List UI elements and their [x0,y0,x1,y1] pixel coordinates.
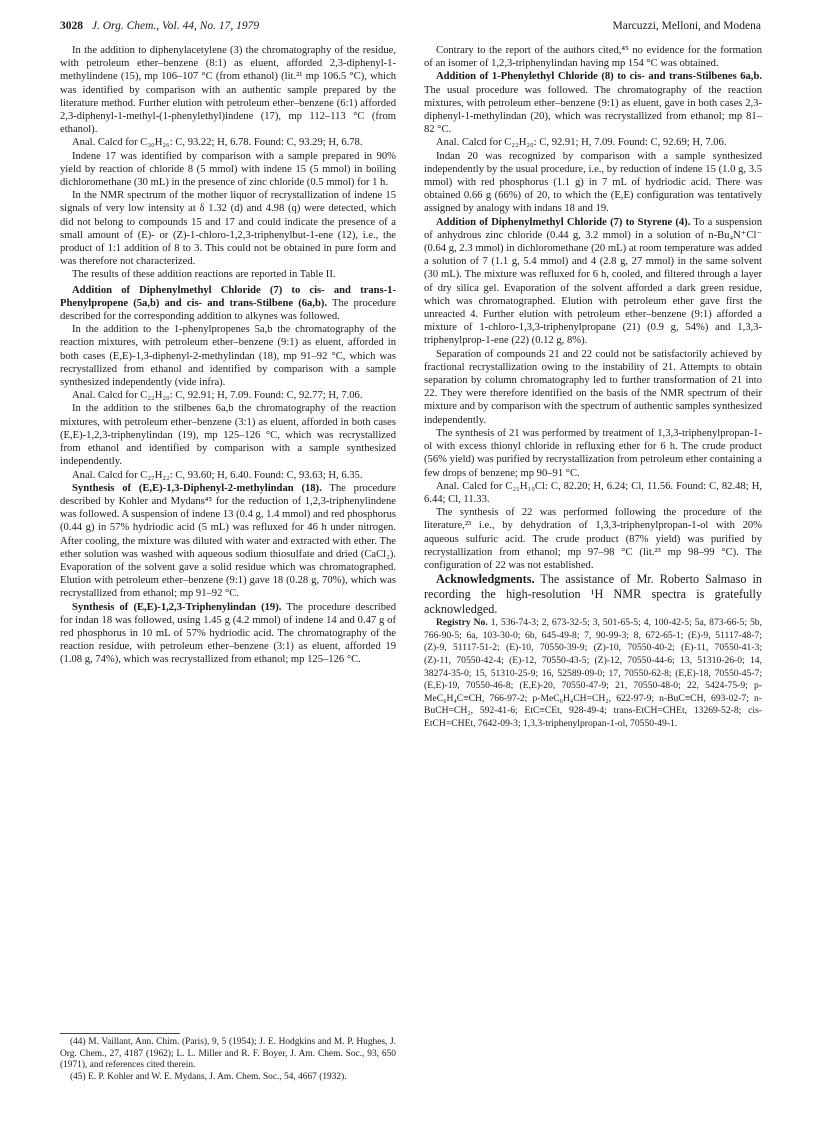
acknowledgments [424,572,762,617]
header-left [60,20,259,32]
section-text: The usual procedure was followed. The chromatography of the reaction mixtures, with petroleum ether–benzene (9:1) as eluent, gave in both cases 2,3-diphenyl-1-methylindan (20), which was recrystallized from ethanol; mp 81–82 °C. [424,84,762,136]
header-authors: Marcuzzi, Melloni, and Modena [612,20,761,32]
section-heading: Addition of Diphenylmethyl Chloride (7) to Styrene (4). [436,216,691,228]
section-heading: Addition of 1-Phenylethyl Chloride (8) to cis- and trans-Stilbenes 6a,b. [436,71,762,83]
section-text: The procedure described by Kohler and Mydans⁴⁵ for the reduction of 1,2,3-triphenylindene was followed. A suspension of indene 13 (0.4 g, 1.4 mmol) and red phosphorus (0.44 g) in 57% hydriodic acid (5 mL) was refluxed for 46 h under nitrogen. After cooling, the mixture was diluted with water and extracted with ether. The ether solution was washed with aqueous sodium thiosulfate and dried (CaCl₂). Evaporation of the solvent gave a solid residue which was chromatographed. Elution with petroleum ether–benzene (9:1) gave 18 (0.28 g, 70%), which was recrystallized from ethanol; mp 91–92 °C. [60,482,396,600]
footnote-rule [60,1033,180,1034]
registry-numbers [424,617,762,730]
section-text: To a suspension of anhydrous zinc chloride (0.44 g, 3.2 mmol) in a solution of n-Bu₄N⁺Cl⁻ (0.64 g, 2.3 mmol) in dichloromethane (20 mL) at room temperature was added a solution of 7 (1.1 g, 5.4 mmol) and 4 (2.8 g, 27 mmol) in the same solvent (30 mL). The mixture was refluxed for 6 h, cooled, and filtered through a layer of dry silica gel. Evaporation of the solvent afforded a dark green residue, which was chromatographed. Elution with petroleum ether gave first the unreacted 4. Further elution with petroleum ether–benzene (9:1) afforded a mixture of 1-chloro-1,3,3-triphenylpropane (21) (0.9 g, 54%) and 1,3,3-triphenylprop-1-ene (22) (0.12 g, 8%). [424,216,762,347]
paragraph: In the NMR spectrum of the mother liquor of recrystallization of indene 15 signals of very low intensity at δ 1.32 (d) and 4.98 (q) were detected, which did not belong to compounds 15 and 17 and could indicate the presence of a small amount of (E)- or (Z)-1-chloro-1,2,3-triphenylbut-1-ene (12), i.e., the product of 1:1 addition of 8 to 3. This could not be obtained in pure form and was therefore not characterized. [60,190,396,268]
section-paragraph [60,284,396,324]
section-text: The procedure described for indan 18 was followed, using 1.45 g (4.2 mmol) of indene 14 and 0.47 g of red phosphorus in 10 mL of 57% hydriodic acid. The chromatography of the reaction residue, with petroleum ether–benzene (3:1) as eluent, afforded 19 (1.08 g, 74%), which was recrystallized from ethanol; mp 125–126 °C. [60,601,396,666]
paragraph: The synthesis of 21 was performed by treatment of 1,3,3-triphenylpropan-1-ol with excess thionyl chloride in refluxing ether for 6 h. The crude product (56% yield) was purified by recrystallization from petroleum ether containing a few drops of benzene; mp 90–91 °C. [424,427,762,479]
section-paragraph [60,601,396,667]
analysis-paragraph: Anal. Calcd for C₂₂H₂₀: C, 92.91; H, 7.09. Found: C, 92.77; H, 7.06. [72,390,363,402]
paragraph: Indene 17 was identified by comparison with a sample prepared in 90% yield by reaction of chloride 8 (5 mmol) with indene 15 (5 mmol) in boiling dichloromethane (30 mL) in the presence of zinc chloride (0.5 mmol) for 1 h. [60,150,396,189]
paragraph: Separation of compounds 21 and 22 could not be satisfactorily achieved by fractional recrystallization owing to the instability of 21. Attempts to obtain separation by column chromatography led to further transformation of 21 into 22. They were therefore identified on the basis of the NMR spectrum of their mixture and by comparison with the spectrum of authentic samples synthesized independently. [424,348,762,426]
section-text: The procedure described for the corresponding addition to alkynes was followed. [60,297,396,323]
footnote: (45) E. P. Kohler and W. E. Mydans, J. Am. Chem. Soc., 54, 4667 (1932). [70,1071,347,1082]
paragraph: The results of these addition reactions are reported in Table II. [72,269,336,281]
paragraph: The synthesis of 22 was performed following the procedure of the literature,²³ i.e., by dehydration of 1,3,3-triphenylpropan-1-ol with 20% aqueous sulfuric acid. The crude product (87% yield) was purified by recrystallization from ethanol; mp 97–98 °C (lit.²³ mp 98–99 °C). The configuration of 22 was not established. [424,507,762,571]
paragraph: Contrary to the report of the authors cited,⁴⁵ no evidence for the formation of an isomer of 1,2,3-triphenylindan having mp 154 °C was obtained. [424,45,762,70]
acknowledgments-heading: Acknowledgments. [436,572,535,587]
footnotes [60,1033,396,1083]
journal-citation: J. Org. Chem., Vol. 44, No. 17, 1979 [91,20,260,32]
paragraph: Indan 20 was recognized by comparison with a sample synthesized independently by the usual procedure, i.e., by reduction of indene 15 (1.0 g, 3.5 mmol) with red phosphorus (1.1 g) in 7 mL of hydriodic acid. There was obtained 0.66 g (66%) of 20, to which the (E,E) configuration was tentatively assigned by analogy with indans 18 and 19. [424,150,762,215]
registry-heading: Registry No. [436,617,488,629]
left-column [60,44,396,667]
registry-text: 1, 536-74-3; 2, 673-32-5; 3, 501-65-5; 4, 100-42-5; 5a, 873-66-5; 5b, 766-90-5; 6a, 103-30-0; 6b, 645-49-8; 7, 90-99-3; 8, 672-65-1; (E)-9, 51117-48-7; (Z)-9, 51117-51-2; (E)-10, 70550-39-9; (Z)-10, 70550-40-2; (E)-11, 70550-41-3; (Z)-11, 70550-42-4; (E)-12, 70550-43-5; (Z)-12, 70550-44-6; 13, 51310-26-0; 14, 38274-35-0; 15, 51310-25-9; 16, 52589-09-0; 17, 70550-62-8; (E,E)-18, 70550-45-7; (E,E)-19, 70550-46-8; (E,E)-20, 70550-47-9; 21, 70550-48-0; 22, 5424-75-9; p-MeC₆H₄C≡CH, 766-97-2; p-MeC₆H₄CH=CH₂, 622-97-9; n-BuC≡CH, 693-02-7; n-BuCH=CH₂, 592-41-6; EtC≡CEt, 928-49-4; trans-EtCH=CHEt, 13269-52-8; cis-EtCH=CHEt, 7642-09-3; 1,3,3-triphenylpropan-1-ol, 70550-49-1. [424,617,763,729]
section-heading: Addition of Diphenylmethyl Chloride (7) to cis- and trans-1-Phenylpropene (5a,b) and cis- and trans-Stilbene (6a,b). [60,284,396,309]
section-heading: Synthesis of (E,E)-1,2,3-Triphenylindan (19). [72,601,282,613]
right-column [424,44,762,730]
paragraph: In the addition to the stilbenes 6a,b the chromatography of the reaction mixtures, with petroleum ether–benzene (3:1) as eluent, afforded in both cases (E,E)-1,2,3-triphenylindan (19), mp 125–126 °C, which was recrystallized from ethanol and identified by comparison with a sample synthesized independently. [60,403,396,468]
running-header [60,20,761,36]
analysis-paragraph: Anal. Calcd for C₂₁H₁₉Cl: C, 82.20; H, 6.24; Cl, 11.56. Found: C, 82.48; H, 6.44; Cl, 11.33. [424,480,762,505]
section-heading: Synthesis of (E,E)-1,3-Diphenyl-2-methylindan (18). [72,482,322,494]
paragraph: In the addition to the 1-phenylpropenes 5a,b the chromatography of the reaction mixtures, with petroleum ether–benzene (9:1) as eluent, afforded in both cases (E,E)-1,3-diphenyl-2-methylindan (18), mp 91–92 °C, which was recrystallized from ethanol and identified by comparison with a sample synthesized independently (vide infra). [60,324,396,389]
paragraph: In the addition to diphenylacetylene (3) the chromatography of the residue, with petroleum ether–benzene (8:1) as eluent, afforded 2,3-diphenyl-1-methylindene (15), mp 106–107 °C (from ethanol) (lit.²¹ mp 106.5 °C), which was identified by comparison with an authentic sample prepared by the literature method. Further elution with petroleum ether–benzene (6:1) afforded 2,3-diphenyl-1-methyl-(1-phenylethyl)indene (17), mp 112–113 °C (from ethanol). [60,45,396,136]
analysis-paragraph: Anal. Calcd for C₂₂H₂₀: C, 92.91; H, 7.09. Found: C, 92.69; H, 7.06. [436,137,727,149]
section-paragraph [424,216,762,348]
section-paragraph [60,482,396,601]
page-number: 3028 [60,20,83,32]
analysis-paragraph: Anal. Calcd for C₃₀H₂₆: C, 93.22; H, 6.78. Found: C, 93.29; H, 6.78. [72,137,363,149]
analysis-paragraph: Anal. Calcd for C₂₇H₂₂: C, 93.60; H, 6.40. Found: C, 93.63; H, 6.35. [72,469,363,481]
acknowledgments-text: The assistance of Mr. Roberto Salmaso in recording the high-resolution ¹H NMR spectra is gratefully acknowledged. [424,572,762,617]
footnote: (44) M. Vaillant, Ann. Chim. (Paris), 9, 5 (1954); J. E. Hodgkins and M. P. Hughes, J. Org. Chem., 27, 4187 (1962); L. L. Miller and R. F. Boyer, J. Am. Chem. Soc., 93, 650 (1971), and references cited therein. [60,1037,396,1071]
section-paragraph [424,70,762,136]
